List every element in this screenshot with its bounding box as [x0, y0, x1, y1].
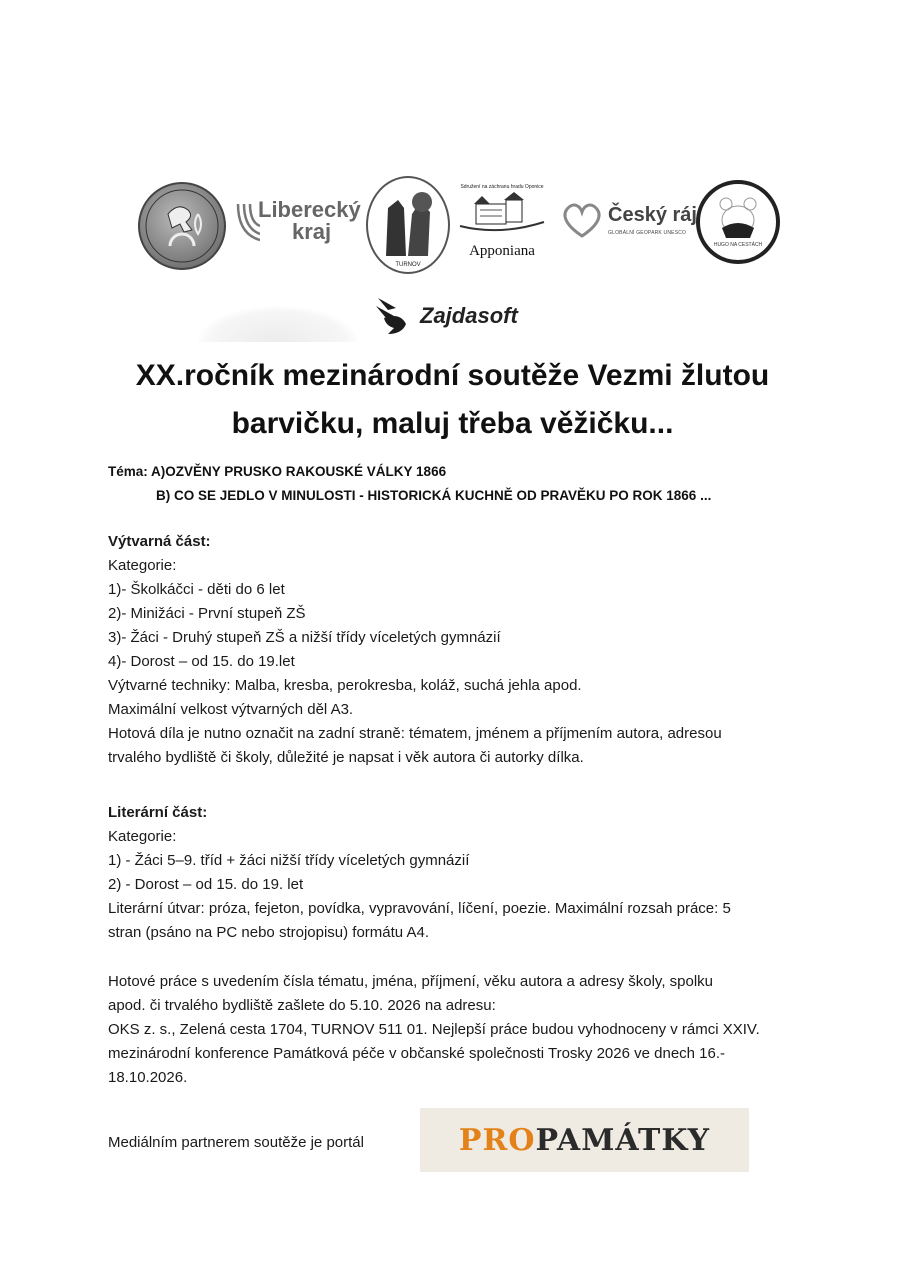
submission-line-3: OKS z. s., Zelená cesta 1704, TURNOV 511 01. Nejlepší práce budou vyhodnoceny v rámci XXIV. [108, 1021, 760, 1038]
art-section [108, 530, 808, 770]
liberecky-kraj-logo [234, 197, 361, 250]
rock-tree-icon [368, 178, 448, 272]
theme-block [108, 460, 711, 508]
liberecky-text: Liberecký [258, 197, 361, 222]
heraldic-seal-logo [138, 182, 226, 270]
page-title [0, 352, 905, 448]
cesky-raj-title: Český ráj [608, 204, 697, 226]
zajdasoft-text: Zajdasoft [420, 303, 518, 328]
literary-section [108, 801, 808, 945]
literary-categories-label: Kategorie: [108, 828, 177, 845]
lion-emblem-icon [140, 184, 224, 268]
propamatky-logo [420, 1108, 749, 1172]
teddy-bear-icon [696, 180, 780, 264]
art-category-item: 3)- Žáci - Druhý stupeň ZŠ a nižší třídy víceletých gymnázií [108, 629, 501, 646]
zajdasoft-logo [374, 296, 518, 336]
art-labeling-line-2: trvalého bydliště či školy, důležité je napsat i věk autora či autorky dílka. [108, 749, 584, 766]
media-partner-text: Mediálním partnerem soutěže je portál [108, 1134, 364, 1151]
art-category-item: 1)- Školkáčci - děti do 6 let [108, 581, 285, 598]
castle-icon [454, 190, 550, 238]
literary-category-item: 2) - Dorost – od 15. do 19. let [108, 876, 304, 893]
submission-line-1: Hotové práce s uvedením čísla tématu, jména, příjmení, věku autora a adresy školy, spolku [108, 973, 714, 990]
title-line-1: XX.ročník mezinárodní soutěže Vezmi žlutou [135, 359, 770, 392]
art-labeling-line-1: Hotová díla je nutno označit na zadní straně: tématem, jménem a příjmením autora, adresou [108, 725, 722, 742]
art-category-item: 2)- Minižáci - První stupeň ZŠ [108, 605, 306, 622]
art-heading: Výtvarná část: [108, 533, 211, 550]
art-max-size: Maximální velkost výtvarných děl A3. [108, 701, 354, 718]
art-categories-label: Kategorie: [108, 557, 177, 574]
svg-text:TURNOV: TURNOV [395, 262, 421, 268]
submission-line-5: 18.10.2026. [108, 1069, 188, 1086]
hugo-na-cestach-logo [696, 180, 780, 264]
literary-category-item: 1) - Žáci 5–9. tříd + žáci nižší třídy víceletých gymnázií [108, 852, 470, 869]
arc-lines-icon [234, 202, 260, 242]
literary-forms-line-1: Literární útvar: próza, fejeton, povídka, vypravování, líčení, poezie. Maximální rozsah práce: 5 [108, 900, 731, 917]
kraj-text: kraj [292, 219, 332, 244]
art-category-item: 4)- Dorost – od 15. do 19.let [108, 653, 295, 670]
ochrana-klokocskych-skal-logo [366, 176, 450, 274]
cesky-raj-subtitle: GLOBÁLNÍ GEOPARK UNESCO [608, 230, 687, 236]
submission-section [108, 970, 808, 1090]
apponiana-subtitle: Sdružení na záchranu hradu Oponice [460, 184, 544, 190]
faded-seal-watermark [198, 306, 358, 342]
title-line-2: barvičku, maluj třeba věžičku... [231, 407, 674, 440]
theme-b: B) CO SE JEDLO V MINULOSTI - HISTORICKÁ KUCHNĚ OD PRAVĚKU PO ROK 1866 ... [156, 488, 712, 503]
propamatky-pro: PRO [458, 1122, 536, 1158]
heart-icon [560, 202, 604, 240]
submission-line-4: mezinárodní konference Památková péče v občanské společnosti Trosky 2026 ve dnech 16.- [108, 1045, 726, 1062]
cesky-raj-logo [560, 200, 710, 244]
literary-heading: Literární část: [108, 804, 208, 821]
partner-logos-row [136, 178, 786, 274]
apponiana-text: Apponiana [469, 243, 535, 259]
svg-text:HUGO NA CESTÁCH: HUGO NA CESTÁCH [713, 242, 763, 248]
propamatky-pamatky: PAMÁTKY [535, 1122, 711, 1158]
art-techniques: Výtvarné techniky: Malba, kresba, perokresba, koláž, suchá jehla apod. [108, 677, 582, 694]
literary-forms-line-2: stran (psáno na PC nebo strojopisu) formátu A4. [108, 924, 430, 941]
apponiana-logo [454, 184, 550, 268]
rabbit-icon [374, 296, 410, 336]
submission-line-2: apod. či trvalého bydliště zašlete do 5.10. 2026 na adresu: [108, 997, 496, 1014]
theme-a: Téma: A)OZVĚNY PRUSKO RAKOUSKÉ VÁLKY 1866 [108, 464, 447, 479]
